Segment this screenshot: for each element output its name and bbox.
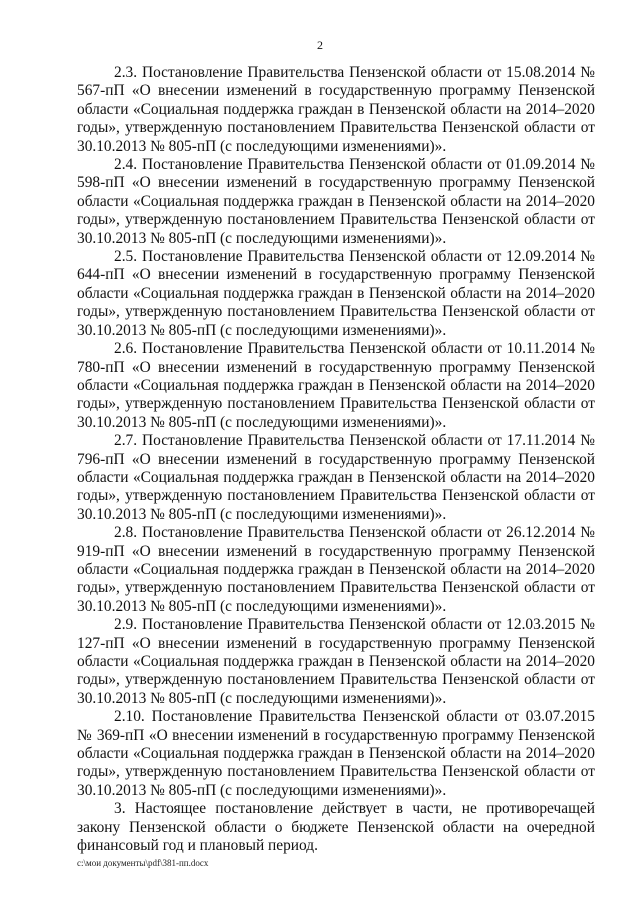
paragraph-2-7: 2.7. Постановление Правительства Пензенской области от 17.11.2014 № 796-пП «О внесении изменений в государственную программу Пензенской области «Социальная поддержка граждан в Пензенской области на 2014–2020 годы», утвержденную постановлением Правительства Пензенской области от 30.10.2013 № 805-пП (с последующими изменениями)». xyxy=(77,432,595,523)
paragraph-2-8: 2.8. Постановление Правительства Пензенской области от 26.12.2014 № 919-пП «О внесении изменений в государственную программу Пензенской области «Социальная поддержка граждан в Пензенской области на 2014–2020 годы», утвержденную постановлением Правительства Пензенской области от 30.10.2013 № 805-пП (с последующими изменениями)». xyxy=(77,524,595,615)
paragraph-3: 3. Настоящее постановление действует в части, не противоречащей закону Пензенской области о бюджете Пензенской области на очередной финансовый год и плановый период. xyxy=(77,800,595,855)
paragraph-2-4: 2.4. Постановление Правительства Пензенской области от 01.09.2014 № 598-пП «О внесении изменений в государственную программу Пензенской области «Социальная поддержка граждан в Пензенской области на 2014–2020 годы», утвержденную постановлением Правительства Пензенской области от 30.10.2013 № 805-пП (с последующими изменениями)». xyxy=(77,156,595,247)
paragraph-2-5: 2.5. Постановление Правительства Пензенской области от 12.09.2014 № 644-пП «О внесении изменений в государственную программу Пензенской области «Социальная поддержка граждан в Пензенской области на 2014–2020 годы», утвержденную постановлением Правительства Пензенской области от 30.10.2013 № 805-пП (с последующими изменениями)». xyxy=(77,248,595,339)
footer-file-path: c:\мои документы\pdf\381-пп.docx xyxy=(77,858,209,868)
paragraph-2-6: 2.6. Постановление Правительства Пензенской области от 10.11.2014 № 780-пП «О внесении изменений в государственную программу Пензенской области «Социальная поддержка граждан в Пензенской области на 2014–2020 годы», утвержденную постановлением Правительства Пензенской области от 30.10.2013 № 805-пП (с последующими изменениями)». xyxy=(77,340,595,431)
paragraph-2-9: 2.9. Постановление Правительства Пензенской области от 12.03.2015 № 127-пП «О внесении изменений в государственную программу Пензенской области «Социальная поддержка граждан в Пензенской области на 2014–2020 годы», утвержденную постановлением Правительства Пензенской области от 30.10.2013 № 805-пП (с последующими изменениями)». xyxy=(77,616,595,707)
paragraph-2-10: 2.10. Постановление Правительства Пензенской области от 03.07.2015 № 369-пП «О внесении изменений в государственную программу Пензенской области «Социальная поддержка граждан в Пензенской области на 2014–2020 годы», утвержденную постановлением Правительства Пензенской области от 30.10.2013 № 805-пП (с последующими изменениями)». xyxy=(77,708,595,799)
document-body xyxy=(77,64,595,855)
paragraph-2-3: 2.3. Постановление Правительства Пензенской области от 15.08.2014 № 567-пП «О внесении изменений в государственную программу Пензенской области «Социальная поддержка граждан в Пензенской области на 2014–2020 годы», утвержденную постановлением Правительства Пензенской области от 30.10.2013 № 805-пП (с последующими изменениями)». xyxy=(77,64,595,155)
page-number: 2 xyxy=(317,38,323,52)
